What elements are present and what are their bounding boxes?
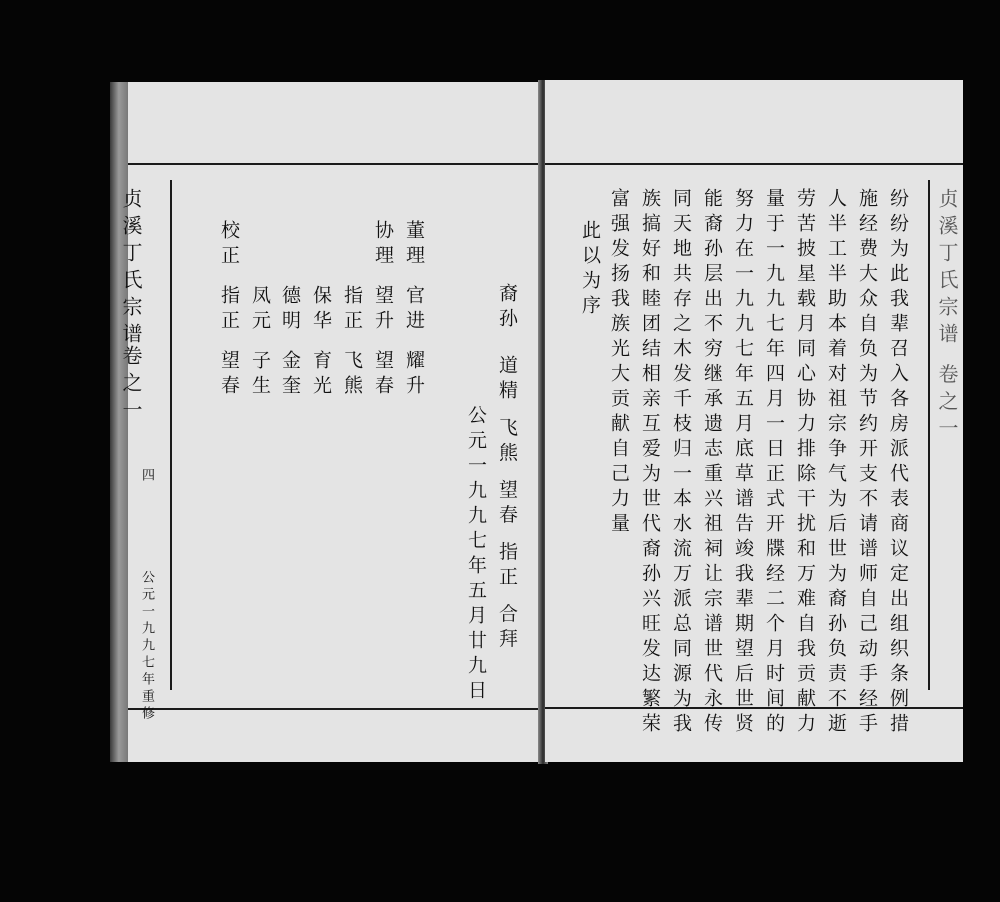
name-yuguang: 育光 — [310, 350, 332, 400]
preface-col-8: 同天地共存之木发千枝归一本水流万派总同源为我 — [670, 188, 692, 738]
preface-col-3: 人半工半助本着对祖宗争气为后世为裔孙负责不逝 — [825, 188, 847, 738]
left-bottom-rule — [128, 708, 541, 710]
role-dongli: 董理 — [403, 220, 425, 270]
name-zisheng: 子生 — [249, 350, 271, 400]
left-banner-volume: 卷之一 — [119, 345, 143, 426]
xieli-name-2: 望春 — [372, 350, 394, 400]
name-feixiong-col: 飞熊 — [341, 350, 363, 400]
dongli-name-2: 耀升 — [403, 350, 425, 400]
signers-names: 道精 飞熊 望春 指正 合拜 — [496, 355, 518, 654]
left-banner-title: 贞溪丁氏宗谱 — [119, 188, 143, 350]
preface-col-6: 努力在一九九七年五月底草谱告竣我辈期望后世贤 — [732, 188, 754, 738]
name-jinkui: 金奎 — [279, 350, 301, 400]
xieli-name-1: 望升 — [372, 285, 394, 335]
name-zhizheng-col: 指正 — [341, 285, 363, 335]
left-top-rule — [128, 163, 541, 165]
preface-date: 公元一九九七年五月廿九日 — [465, 405, 487, 705]
role-jiaozheng: 校正 — [218, 220, 240, 270]
preface-closing: 此以为序 — [579, 220, 601, 320]
preface-col-4: 劳苦披星载月同心协力排除干扰和万难自我贡献力 — [794, 188, 816, 738]
right-top-rule — [545, 163, 963, 165]
preface-col-10: 富强发扬我族光大贡献自己力量 — [608, 188, 630, 538]
preface-col-1: 纷纷为此我辈召入各房派代表商议定出组织条例措 — [887, 188, 909, 738]
jiaozheng-name-1: 指正 — [218, 285, 240, 335]
preface-col-7: 能裔孙层出不穷继承遗志重兴祖祠让宗谱世代永传 — [701, 188, 723, 738]
right-banner-rule — [928, 180, 930, 690]
name-fengyuan: 凤元 — [249, 285, 271, 335]
dongli-name-1: 官进 — [403, 285, 425, 335]
edition-note: 公元一九九七年重修 — [139, 570, 154, 723]
signers-prefix: 裔孙 — [496, 283, 518, 333]
role-xieli: 协理 — [372, 220, 394, 270]
left-banner-rule — [170, 180, 172, 690]
preface-col-9: 族搞好和睦团结相亲互爱为世代裔孙兴旺发达繁荣 — [639, 188, 661, 738]
jiaozheng-name-2: 望春 — [218, 350, 240, 400]
preface-col-5: 量于一九九七年四月一日正式开牒经二个月时间的 — [763, 188, 785, 738]
name-deming: 德明 — [279, 285, 301, 335]
left-page-number: 四 — [139, 468, 154, 485]
name-baohua: 保华 — [310, 285, 332, 335]
preface-col-2: 施经费大众自负为节约开支不请谱师自己动手经手 — [856, 188, 878, 738]
right-banner: 贞溪丁氏宗谱 卷之一 — [935, 188, 959, 445]
